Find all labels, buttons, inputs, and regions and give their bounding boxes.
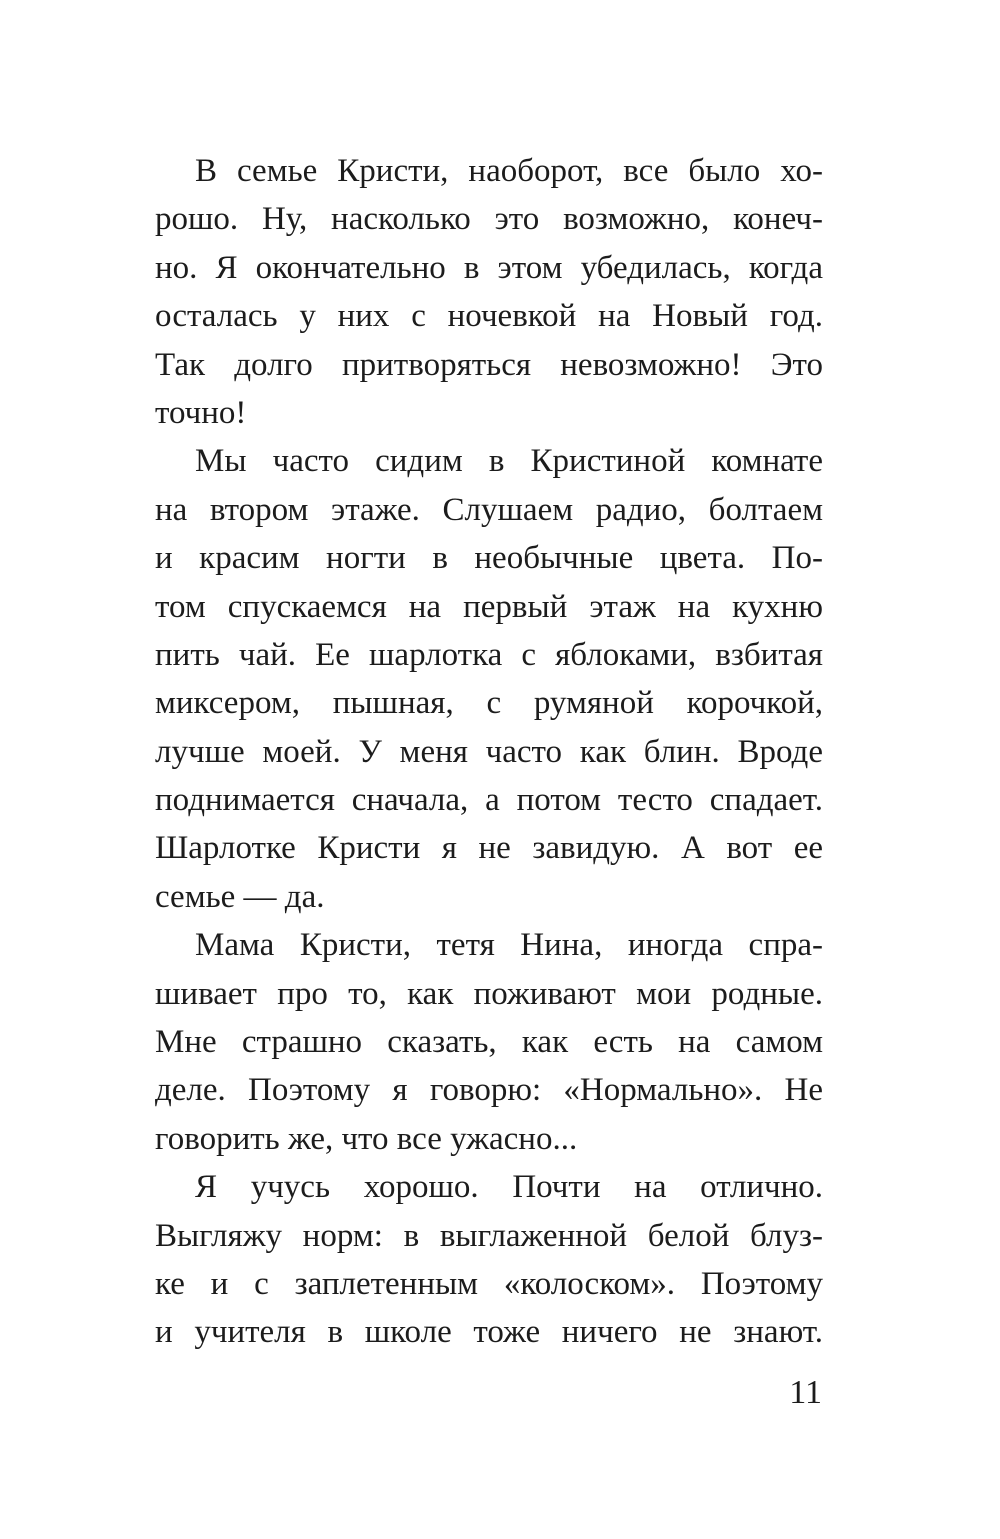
paragraph xyxy=(155,437,823,921)
page-number: 11 xyxy=(789,1374,822,1411)
text-line: Мы часто сидим в Кристиной комнате xyxy=(195,443,823,480)
text-line: говорить же, что все ужасно... xyxy=(155,1120,578,1157)
text-line: на втором этаже. Слушаем радио, болтаем xyxy=(155,491,823,528)
text-line: поднимается сначала, а потом тесто спадает. xyxy=(155,782,823,819)
text-line: осталась у них с ночевкой на Новый год. xyxy=(155,298,823,335)
text-line: но. Я окончательно в этом убедилась, когда xyxy=(155,249,823,286)
body-text xyxy=(155,147,823,1357)
text-line: и учителя в школе тоже ничего не знают. xyxy=(155,1314,823,1351)
text-line: Так долго притворяться невозможно! Это xyxy=(155,346,823,383)
text-line: семье — да. xyxy=(155,878,325,915)
text-line: миксером, пышная, с румяной корочкой, xyxy=(155,685,823,722)
text-line: и красим ногти в необычные цвета. По- xyxy=(155,540,823,577)
text-line: пить чай. Ее шарлотка с яблоками, взбитая xyxy=(155,636,823,673)
text-line: лучше моей. У меня часто как блин. Вроде xyxy=(155,733,823,770)
text-line: деле. Поэтому я говорю: «Нормально». Не xyxy=(155,1072,823,1109)
text-line: Шарлотке Кристи я не завидую. А вот ее xyxy=(155,830,823,867)
text-line: шивает про то, как поживают мои родные. xyxy=(155,975,823,1012)
text-line: Мама Кристи, тетя Нина, иногда спра- xyxy=(195,927,823,964)
text-line: ке и с заплетенным «колоском». Поэтому xyxy=(155,1265,823,1302)
text-line: рошо. Ну, насколько это возможно, конеч- xyxy=(155,201,823,238)
text-line: Я учусь хорошо. Почти на отлично. xyxy=(195,1169,823,1206)
text-line: точно! xyxy=(155,394,247,431)
text-line: том спускаемся на первый этаж на кухню xyxy=(155,588,823,625)
paragraph xyxy=(155,921,823,1163)
text-line: В семье Кристи, наоборот, все было хо- xyxy=(195,153,823,189)
text-line: Выгляжу норм: в выглаженной белой блуз- xyxy=(155,1217,823,1254)
paragraph xyxy=(155,1163,823,1357)
text-line: Мне страшно сказать, как есть на самом xyxy=(155,1024,823,1061)
paragraph xyxy=(155,147,823,437)
